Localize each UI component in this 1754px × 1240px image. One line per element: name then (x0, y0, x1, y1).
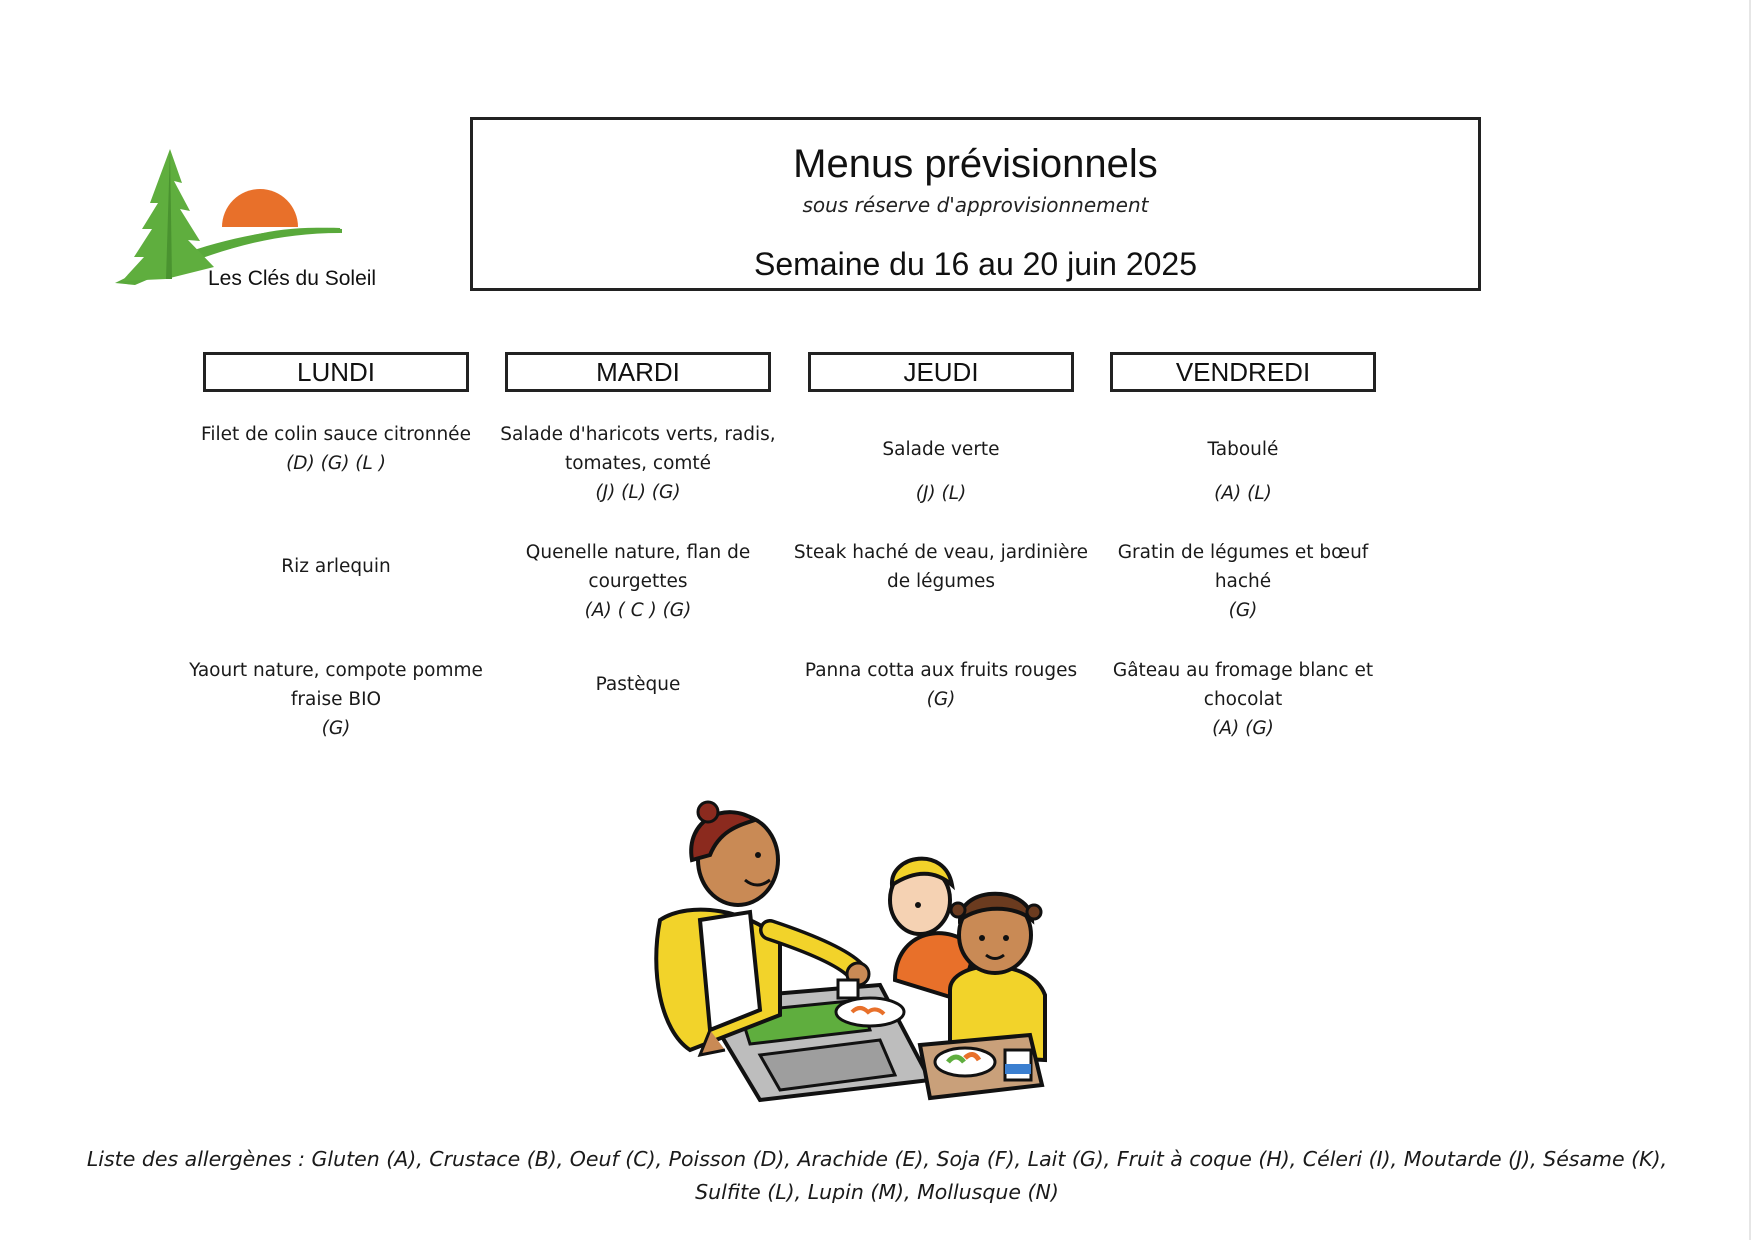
allergen-list (80, 1143, 1674, 1209)
dish-dessert (485, 670, 791, 699)
page-title: Menus prévisionnels (793, 142, 1158, 186)
allergen-list-line: Sulfite (L), Lupin (M), Mollusque (N) (695, 1180, 1059, 1204)
dish-name: Quenelle nature, flan de courgettes (525, 542, 751, 592)
day-header: VENDREDI (1110, 352, 1376, 392)
page-subtitle: sous réserve d'approvisionnement (802, 193, 1149, 217)
dish-name: Pastèque (595, 674, 681, 695)
dish-name: Panna cotta aux fruits rouges (804, 660, 1078, 681)
cafeteria-illustration (630, 800, 1080, 1105)
dish-allergens: (G) (321, 718, 351, 739)
dish-allergens: (A) ( C ) (G) (584, 600, 692, 621)
dish-allergens: (G) (926, 689, 956, 710)
dish-name: Gâteau au fromage blanc et chocolat (1112, 660, 1374, 710)
dish-name: Riz arlequin (281, 556, 391, 577)
day-column-vendredi (1110, 352, 1376, 739)
allergen-list-line: Liste des allergènes : Gluten (A), Crustace (B), Oeuf (C), Poisson (D), Arachide (E), Soja (F), Lait (G), Fruit à coque (H), Céleri (I), Moutarde (J), Sésame (K), (86, 1147, 1668, 1171)
dish-main (485, 538, 791, 625)
dish-name: Steak haché de veau, jardinière de légumes (793, 542, 1089, 592)
day-header: LUNDI (203, 352, 469, 392)
dish-dessert (183, 656, 489, 743)
dish-allergens: (J) (L) (G) (595, 482, 681, 503)
dish-allergens: (D) (G) (L ) (286, 453, 386, 474)
dish-main (788, 538, 1094, 596)
dish-allergens: (A) (L) (1214, 483, 1272, 504)
dish-dessert (1090, 656, 1396, 743)
dish-allergens: (J) (L) (915, 483, 967, 504)
dish-allergens: (G) (1228, 600, 1258, 621)
day-column-jeudi (793, 352, 1089, 710)
dish-name: Gratin de légumes et bœuf haché (1117, 542, 1369, 592)
dish-name: Filet de colin sauce citronnée (201, 424, 471, 445)
school-logo (110, 145, 377, 295)
day-column-mardi (500, 352, 776, 695)
page-edge (1749, 0, 1751, 1240)
week-label: Semaine du 16 au 20 juin 2025 (753, 246, 1197, 282)
logo-text: Les Clés du Soleil (208, 267, 377, 290)
day-header: MARDI (505, 352, 771, 392)
dish-name: Taboulé (1207, 439, 1279, 460)
title-box (470, 117, 1481, 291)
dish-starter (788, 435, 1094, 508)
dish-starter (1090, 435, 1396, 508)
dish-main (1090, 538, 1396, 625)
dish-starter (183, 420, 489, 478)
dish-name: Salade d'haricots verts, radis, tomates, comté (500, 424, 776, 474)
day-header: JEUDI (808, 352, 1074, 392)
dish-name: Yaourt nature, compote pomme fraise BIO (189, 660, 483, 710)
dish-allergens: (A) (G) (1212, 718, 1274, 739)
dish-starter (485, 420, 791, 507)
dish-dessert (788, 656, 1094, 714)
dish-main (183, 552, 489, 581)
dish-name: Salade verte (882, 439, 1000, 460)
day-column-lundi (189, 352, 483, 739)
